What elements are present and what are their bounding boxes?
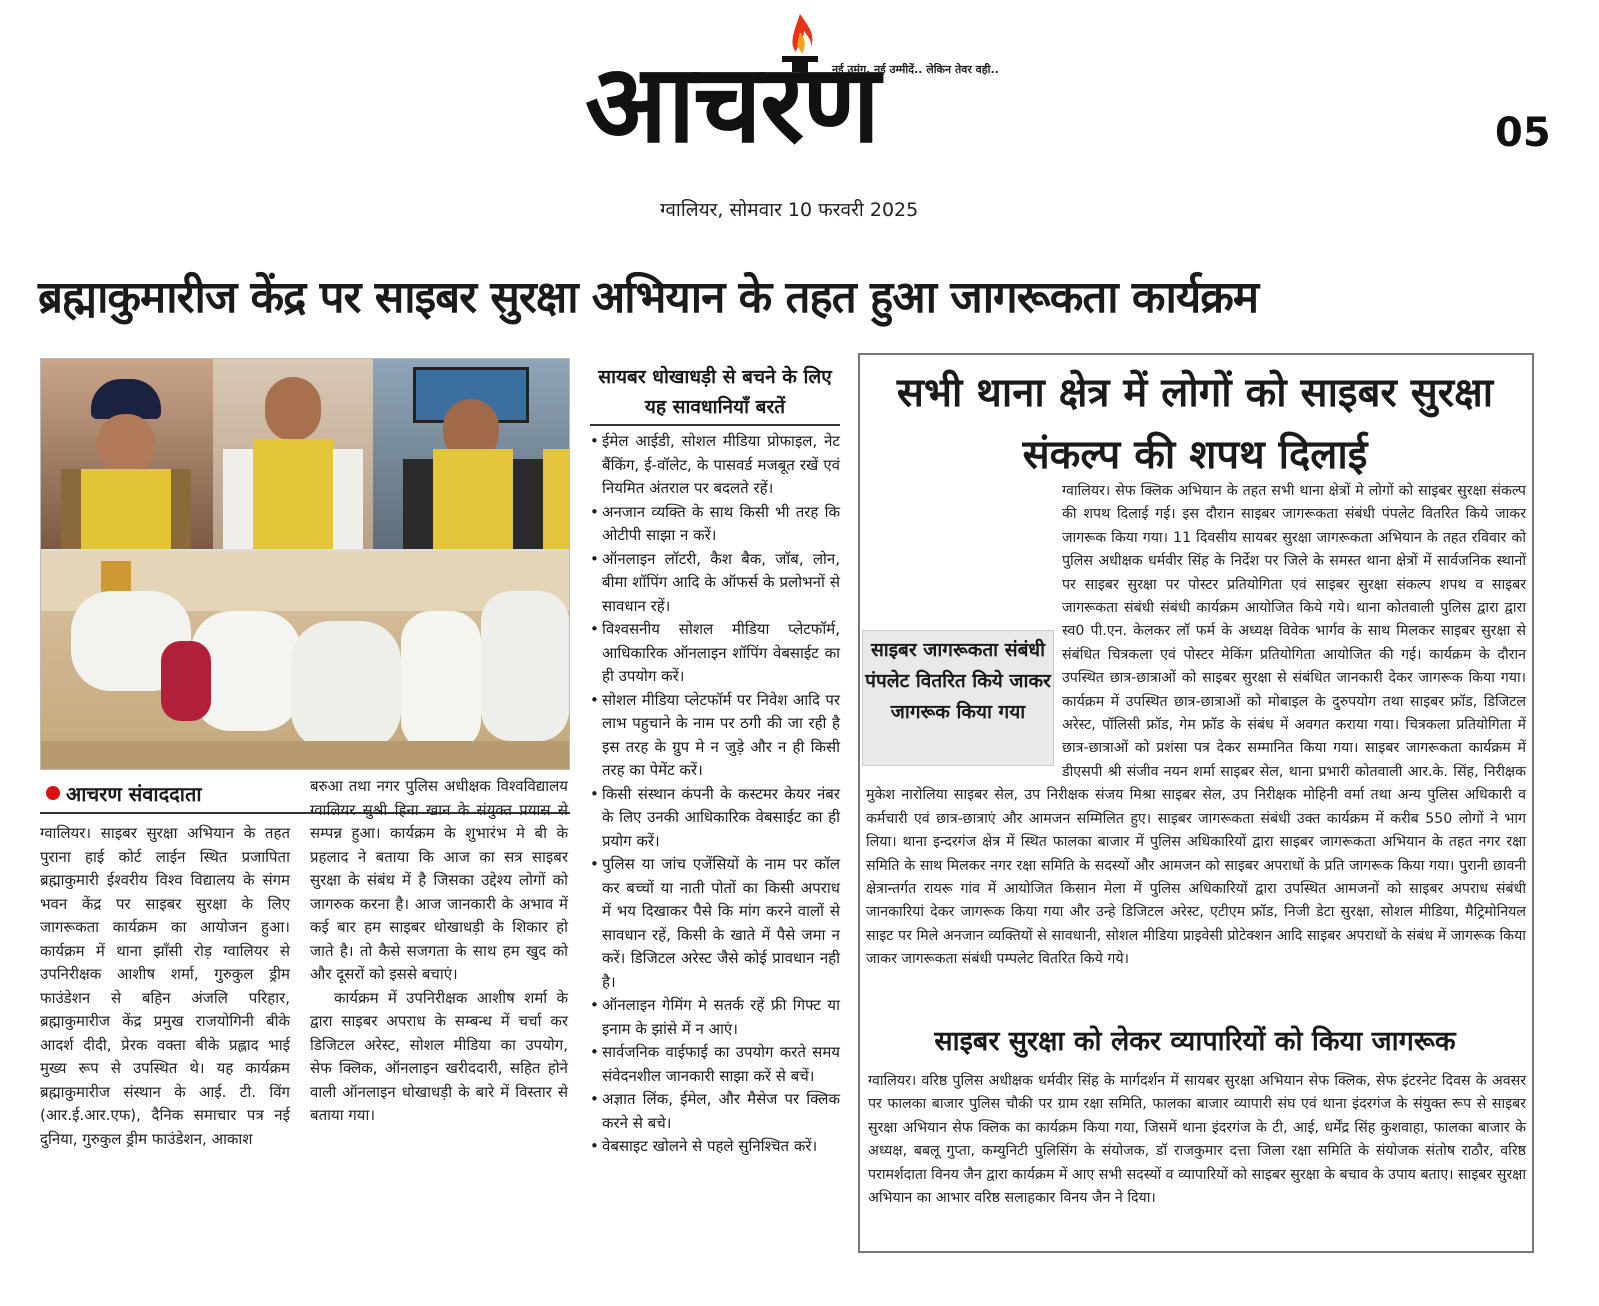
list-item: • अनजान व्यक्ति के साथ किसी भी तरह कि ओटीपी साझा न करें। bbox=[590, 501, 840, 548]
page-number: 05 bbox=[1495, 110, 1551, 156]
photo-panel-audience bbox=[41, 551, 569, 769]
event-photo bbox=[40, 358, 570, 770]
right-story-text: ग्वालियर। सेफ क्लिक अभियान के तहत सभी थाना क्षेत्रों मे लोगों को साइबर सुरक्षा संकल्प की शपथ दिलाई गई। इस दौरान साइबर जागरूकता संबंधी पंपलेट वितरित किये जाकर जागरूक किया गया। 11 दिवसीय सायबर सुरक्षा जागरूकता अभियान के तहत रविवार को पुलिस अधीक्षक धर्मवीर सिंह के निर्देश पर जिले के समस्त थाना क्षेत्रों में सार्वजनिक स्थानों पर साइबर सुरक्षा पर पोस्टर प्रतियोगिता एवं साइबर सुरक्षा संकल्प शपथ व साइबर जागरूकता संबंधी संबंधी कार्यक्रम आयोजित किये गये। थाना कोतवाली पुलिस द्वारा द्वारा स्व0 पी.एन. केलकर लॉ फर्म के अध्यक्ष विवेक भार्गव के साथ मिलकर साइबर सुरक्षा से संबंधित चित्रकला एवं पोस्टर मेकिंग प्रतियोगिता आयोजित की गई। कार्यक्रम के दौरान उपस्थित छात्र-छात्राओं को साइबर सुरक्षा से संबंधित जानकारी देकर जागरूक किया गया। कार्यक्रम में उपस्थित छात्र-छात्राओं को मोबाइल के दुरुपयोग तथा साइबर फ्रॉड, डिजिटल अरेस्ट, पॉलिसी फ्रॉड, गेम फ्रॉड के संबंध में अवगत कराया गया। चित्रकला प्रतियोगिता में छात्र-छात्राओं को प्रशंसा पत्र देकर सम्मानित किया गया। साइबर जागरूकता कार्यक्रम में डीएसपी श्री संजीव नयन शर्मा साइबर सेल, थाना प्रभारी कोतवाली आर.के. सिंह, निरीक्षक मुकेश नारोलिया साइबर सेल, उप निरीक्षक संजय मिश्रा साइबर सेल, उप निरीक्षक मोहिनी वर्मा तथा अन्य पुलिस अधिकारी व कर्मचारी एवं छात्र-छात्राएं और आमजन सम्मिलित हुए। साइबर जागरूकता संबंधी उक्त कार्यक्रम में करीब 550 लोगों ने भाग लिया। थाना इन्दरगंज क्षेत्र में स्थित फालका बाजार में पुलिस अधिकारियों द्वारा साइबर जागरूकता अभियान के तहत नगर रक्षा समिति के साथ मिलकर नगर रक्षा समिति के सदस्यों और आमजन को साइबर अपराधों के प्रति जागरूक किया गया। पुरानी छावनी क्षेत्रान्तर्गत रायरू गांव में आयोजित किसान मेला में पुलिस अधिकारियों द्वारा उपस्थित आमजनों को साइबर अपराध संबंधी जानकारियां देकर जागरूक किया गया और उन्हे डिजिटल अरेस्ट, एटीएम फ्रॉड, निजी डेटा सुरक्षा, सोशल मीडिया, मैट्रिमोनियल साइट पर मिले अनजान व्यक्तियों से सावधानी, सोशल मीडिया प्राइवेसी प्रोटेक्शन आदि साइबर अपराधों के संबंध में जागरूक किया जाकर जागरूकता संबंधी पम्पलेट वितरित किये गये। bbox=[866, 483, 1526, 968]
callout-box: साइबर जागरूकता संबंधी पंपलेट वितरित किये जाकर जागरूक किया गया bbox=[862, 630, 1054, 766]
list-item: • सोशल मीडिया प्लेटफॉर्म पर निवेश आदि पर लाभ पहुचाने के नाम पर ठगी की जा रही है इस तरह के ग्रुप मे न जुड़े और न ही किसी तरह का पेमेंट करें। bbox=[590, 689, 840, 783]
paragraph: कार्यक्रम में उपनिरीक्षक आशीष शर्मा के द्वारा साइबर अपराध के सम्बन्ध में चर्चा कर डिजिटल अरेस्ट, सोशल मीडिया का उपयोग, सेफ क्लिक, ऑनलाइन खरीददारी, सहित होने वाली ऑनलाइन धोखाधड़ी के बारे में विस्तार से बताया गया। bbox=[310, 988, 568, 1124]
paragraph: बरुआ तथा नगर पुलिस अधीक्षक विश्वविद्यालय ग्वालियर सुश्री हिना खान के संयुक्त प्रयास से सम्पन्न हुआ। कार्यक्रम के शुभारंभ मे बी के प्रहलाद ने बताया कि आज का सत्र साइबर सुरक्षा के संबंध में है जिसका उद्देश्य लोगों को जागरुक करना है। आज जानकारी के अभाव में कई बार हम साइबर धोखाधड़ी के शिकार हो जाते है। तो कैसे सजगता के साथ हम खुद को और दूसरों को इससे बचाएं। bbox=[310, 777, 568, 983]
list-item: • सार्वजनिक वाईफाई का उपयोग करते समय संवेदनशील जानकारी साझा करें से बचें। bbox=[590, 1041, 840, 1088]
photo-panel-speaker-3 bbox=[373, 359, 569, 549]
photo-panel-police-speaker bbox=[41, 359, 213, 549]
tips-divider bbox=[590, 424, 840, 426]
sub-story-title: साइबर सुरक्षा को लेकर व्यापारियों को किया जागरूक bbox=[934, 1026, 1456, 1057]
masthead-brand: आचरण bbox=[585, 42, 879, 167]
tips-title: सायबर धोखाधड़ी से बचने के लिए यह सावधानियाँ बरतें bbox=[598, 366, 832, 418]
red-dot-icon bbox=[46, 786, 60, 800]
list-item: • किसी संस्थान कंपनी के कस्टमर केयर नंबर के लिए उनकी आधिकारिक वेबसाईट का ही प्रयोग करें। bbox=[590, 783, 840, 854]
dateline: ग्वालियर, सोमवार 10 फरवरी 2025 bbox=[660, 199, 919, 221]
list-item: • ईमेल आईडी, सोशल मीडिया प्रोफाइल, नेट बैंकिंग, ई-वॉलेट, के पासवर्ड मजबूत रखें एवं नियमित अंतराल पर बदलते रहें। bbox=[590, 430, 840, 501]
masthead-tagline: नई उमंग, नई उम्मीदें.. लेकिन तेवर वही.. bbox=[832, 63, 999, 76]
main-story-column-1 bbox=[40, 822, 290, 1151]
list-item: • पुलिस या जांच एजेंसियों के नाम पर कॉल कर बच्चों या नाती पोतों का किसी अपराध में भय दिखाकर पैसे कि मांग करने वालों से सावधान रहें, किसी के खाते में पैसे जमा न करें। डिजिटल अरेस्ट जैसे कोई प्रावधान नही है। bbox=[590, 853, 840, 994]
byline bbox=[46, 780, 202, 807]
list-item: • अज्ञात लिंक, ईमेल, और मैसेज पर क्लिक करने से बचे। bbox=[590, 1088, 840, 1135]
paragraph: ग्वालियर। साइबर सुरक्षा अभियान के तहत पुराना हाई कोर्ट लाईन स्थित प्रजापिता ब्रह्माकुमारी ईश्वरीय विश्व विद्यालय के संगम भवन केंद्र पर साइबर सुरक्षा के लिए जागरूकता कार्यक्रम का आयोजन हुआ। कार्यक्रम में थाना झाँसी रोड़ ग्वालियर से उपनिरीक्षक आशीष शर्मा, गुरुकुल ड्रीम फाउंडेशन से बहिन अंजलि परिहार, ब्रह्माकुमारीज केंद्र प्रमुख राजयोगिनी बीके आदर्श दीदी, प्रेरक वक्ता बीके प्रह्लाद भाई मुख्य रूप से उपस्थित थे। यह कार्यक्रम ब्रह्माकुमारीज संस्थान के आई. टी. विंग (आर.ई.आर.एफ), दैनिक समाचार पत्र नई दुनिया, गुरुकुल ड्रीम फाउंडेशन, आकाश bbox=[40, 824, 290, 1148]
main-headline: ब्रह्माकुमारीज केंद्र पर साइबर सुरक्षा अभियान के तहत हुआ जागरूकता कार्यक्रम bbox=[38, 272, 1259, 323]
list-item: • ऑनलाइन लॉटरी, कैश बैक, जॉब, लोन, बीमा शॉपिंग आदि के ऑफर्स के प्रलोभनों से सावधान रहें। bbox=[590, 548, 840, 619]
photo-panel-speaker-2 bbox=[213, 359, 373, 549]
main-story-column-2 bbox=[310, 775, 568, 1128]
sub-story-text: ग्वालियर। वरिष्ठ पुलिस अधीक्षक धर्मवीर सिंह के मार्गदर्शन में सायबर सुरक्षा अभियान सेफ क्लिक, सेफ इंटरनेट दिवस के अवसर पर फालका बाजार पुलिस चौकी पर ग्राम रक्षा समिति, फालका बाजार व्यापारी संघ एवं थाना इंदरगंज के संयुक्त रूप से साइबर सुरक्षा अभियान सेफ क्लिक का कार्यक्रम किया गया, जिसमें थाना इंदरगंज के टी, आई, धर्मेंद्र सिंह कुशवाहा, फालका बाजार के अध्यक्ष, बबलू गुप्ता, कम्युनिटी पुलिसिंग के संयोजक, डॉ राजकुमार दत्ता जिला रक्षा समिति के संयोजक संतोष राठौर, वरिष्ठ परामर्शदाता विनय जैन द्वारा कार्यक्रम में आए सभी सदस्यों व व्यापारियों को साइबर सुरक्षा के बचाव के उपाय बताए। साइबर सुरक्षा अभियान का आभार वरिष्ठ सलाहकार विनय जैन ने दिया। bbox=[868, 1073, 1526, 1207]
tips-list bbox=[590, 430, 840, 1159]
list-item: • वेबसाइट खोलने से पहले सुनिश्चित करें। bbox=[590, 1135, 840, 1159]
list-item: • विश्वसनीय सोशल मीडिया प्लेटफॉर्म, आधिकारिक ऑनलाइन शॉपिंग वेबसाईट का ही उपयोग करें। bbox=[590, 618, 840, 689]
list-item: • ऑनलाइन गेमिंग मे सतर्क रहें फ्री गिफ्ट या इनाम के झांसे में न आएं। bbox=[590, 994, 840, 1041]
right-story-title: सभी थाना क्षेत्र में लोगों को साइबर सुरक्षा संकल्प की शपथ दिलाई bbox=[896, 370, 1494, 478]
byline-text: आचरण संवाददाता bbox=[66, 782, 202, 806]
